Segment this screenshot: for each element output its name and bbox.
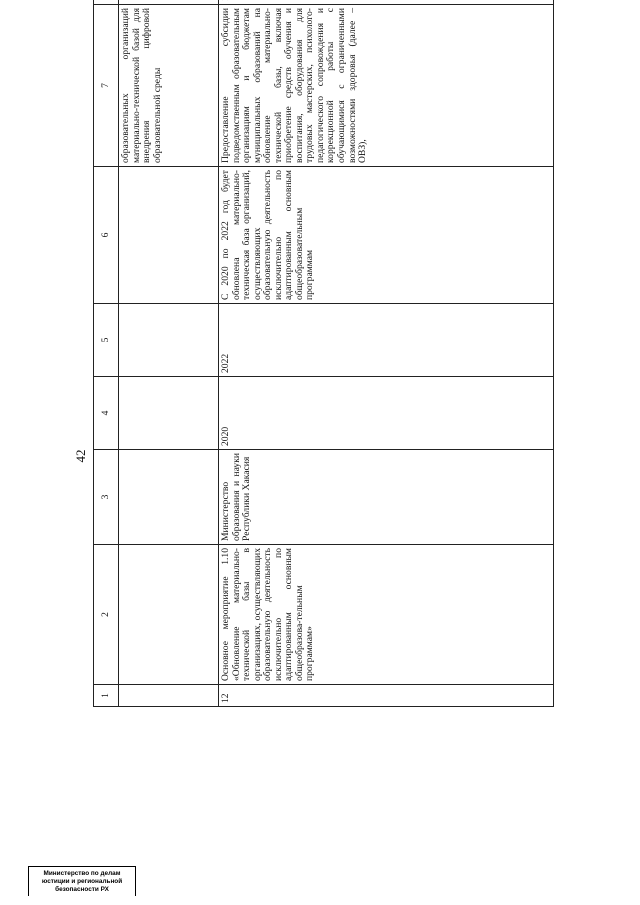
cont-cell-5: [119, 304, 219, 377]
table-header-row: [94, 0, 119, 707]
table-row-12: [219, 0, 554, 707]
cont-cell-6: [119, 167, 219, 304]
header-col-5: 5: [94, 304, 119, 377]
cont-cell-8: [119, 0, 219, 5]
cont-cell-4: [119, 377, 219, 450]
header-col-3: 3: [94, 450, 119, 545]
cont-cell-7: образовательных организаций материально-технической базой для внедрения цифровой образовательной среды: [119, 5, 219, 167]
header-col-4: 4: [94, 377, 119, 450]
stamp-line-1: Министерство по делам: [43, 870, 121, 877]
cont-cell-1: [119, 685, 219, 707]
expected-result: С 2020 по 2022 год будет обновлена материально-техническая база организаций, осуществляющих образовательную деятельность исключительно по адаптированным основным общеобразовательным программам: [219, 167, 554, 304]
cont-cell-3: [119, 450, 219, 545]
header-col-1: 1: [94, 685, 119, 707]
activity-name: Основное мероприятие 1.10 «Обновление материально-технической базы в организациях, осуществляющих образовательную деятельность исключительно по адаптированным основным общеобразова-тельным программам»: [219, 545, 554, 685]
start-year: 2020: [219, 377, 554, 450]
activity-content: Предоставление субсидии подведомственным образовательным организациям и бюджетам муниципальных образований на обновление материально-технической базы, включая приобретение средств обучения и воспитания, оборудования для трудовых мастерских, психолого-педагогического сопровождения и коррекционной работы с обучающимися с ограниченными возможностями здоровья (далее – ОВЗ),: [219, 5, 554, 167]
header-col-8: [94, 0, 119, 5]
stamp-line-2: юстиции и региональной: [41, 878, 123, 885]
continuation-row: [119, 0, 219, 707]
rotated-table-wrapper: [93, 0, 591, 707]
header-col-6: 6: [94, 167, 119, 304]
page-number: 42: [73, 449, 88, 463]
indicator-link: [219, 0, 554, 5]
header-col-2: 2: [94, 545, 119, 685]
cont-cell-2: [119, 545, 219, 685]
header-col-7: 7: [94, 5, 119, 167]
ministry-stamp: [28, 866, 136, 896]
responsible-executor: Министерство образования и науки Республики Хакасия: [219, 450, 554, 545]
program-table: [93, 0, 554, 707]
row-number: 12: [219, 685, 554, 707]
stamp-line-3: безопасности РХ: [55, 886, 109, 893]
end-year: 2022: [219, 304, 554, 377]
